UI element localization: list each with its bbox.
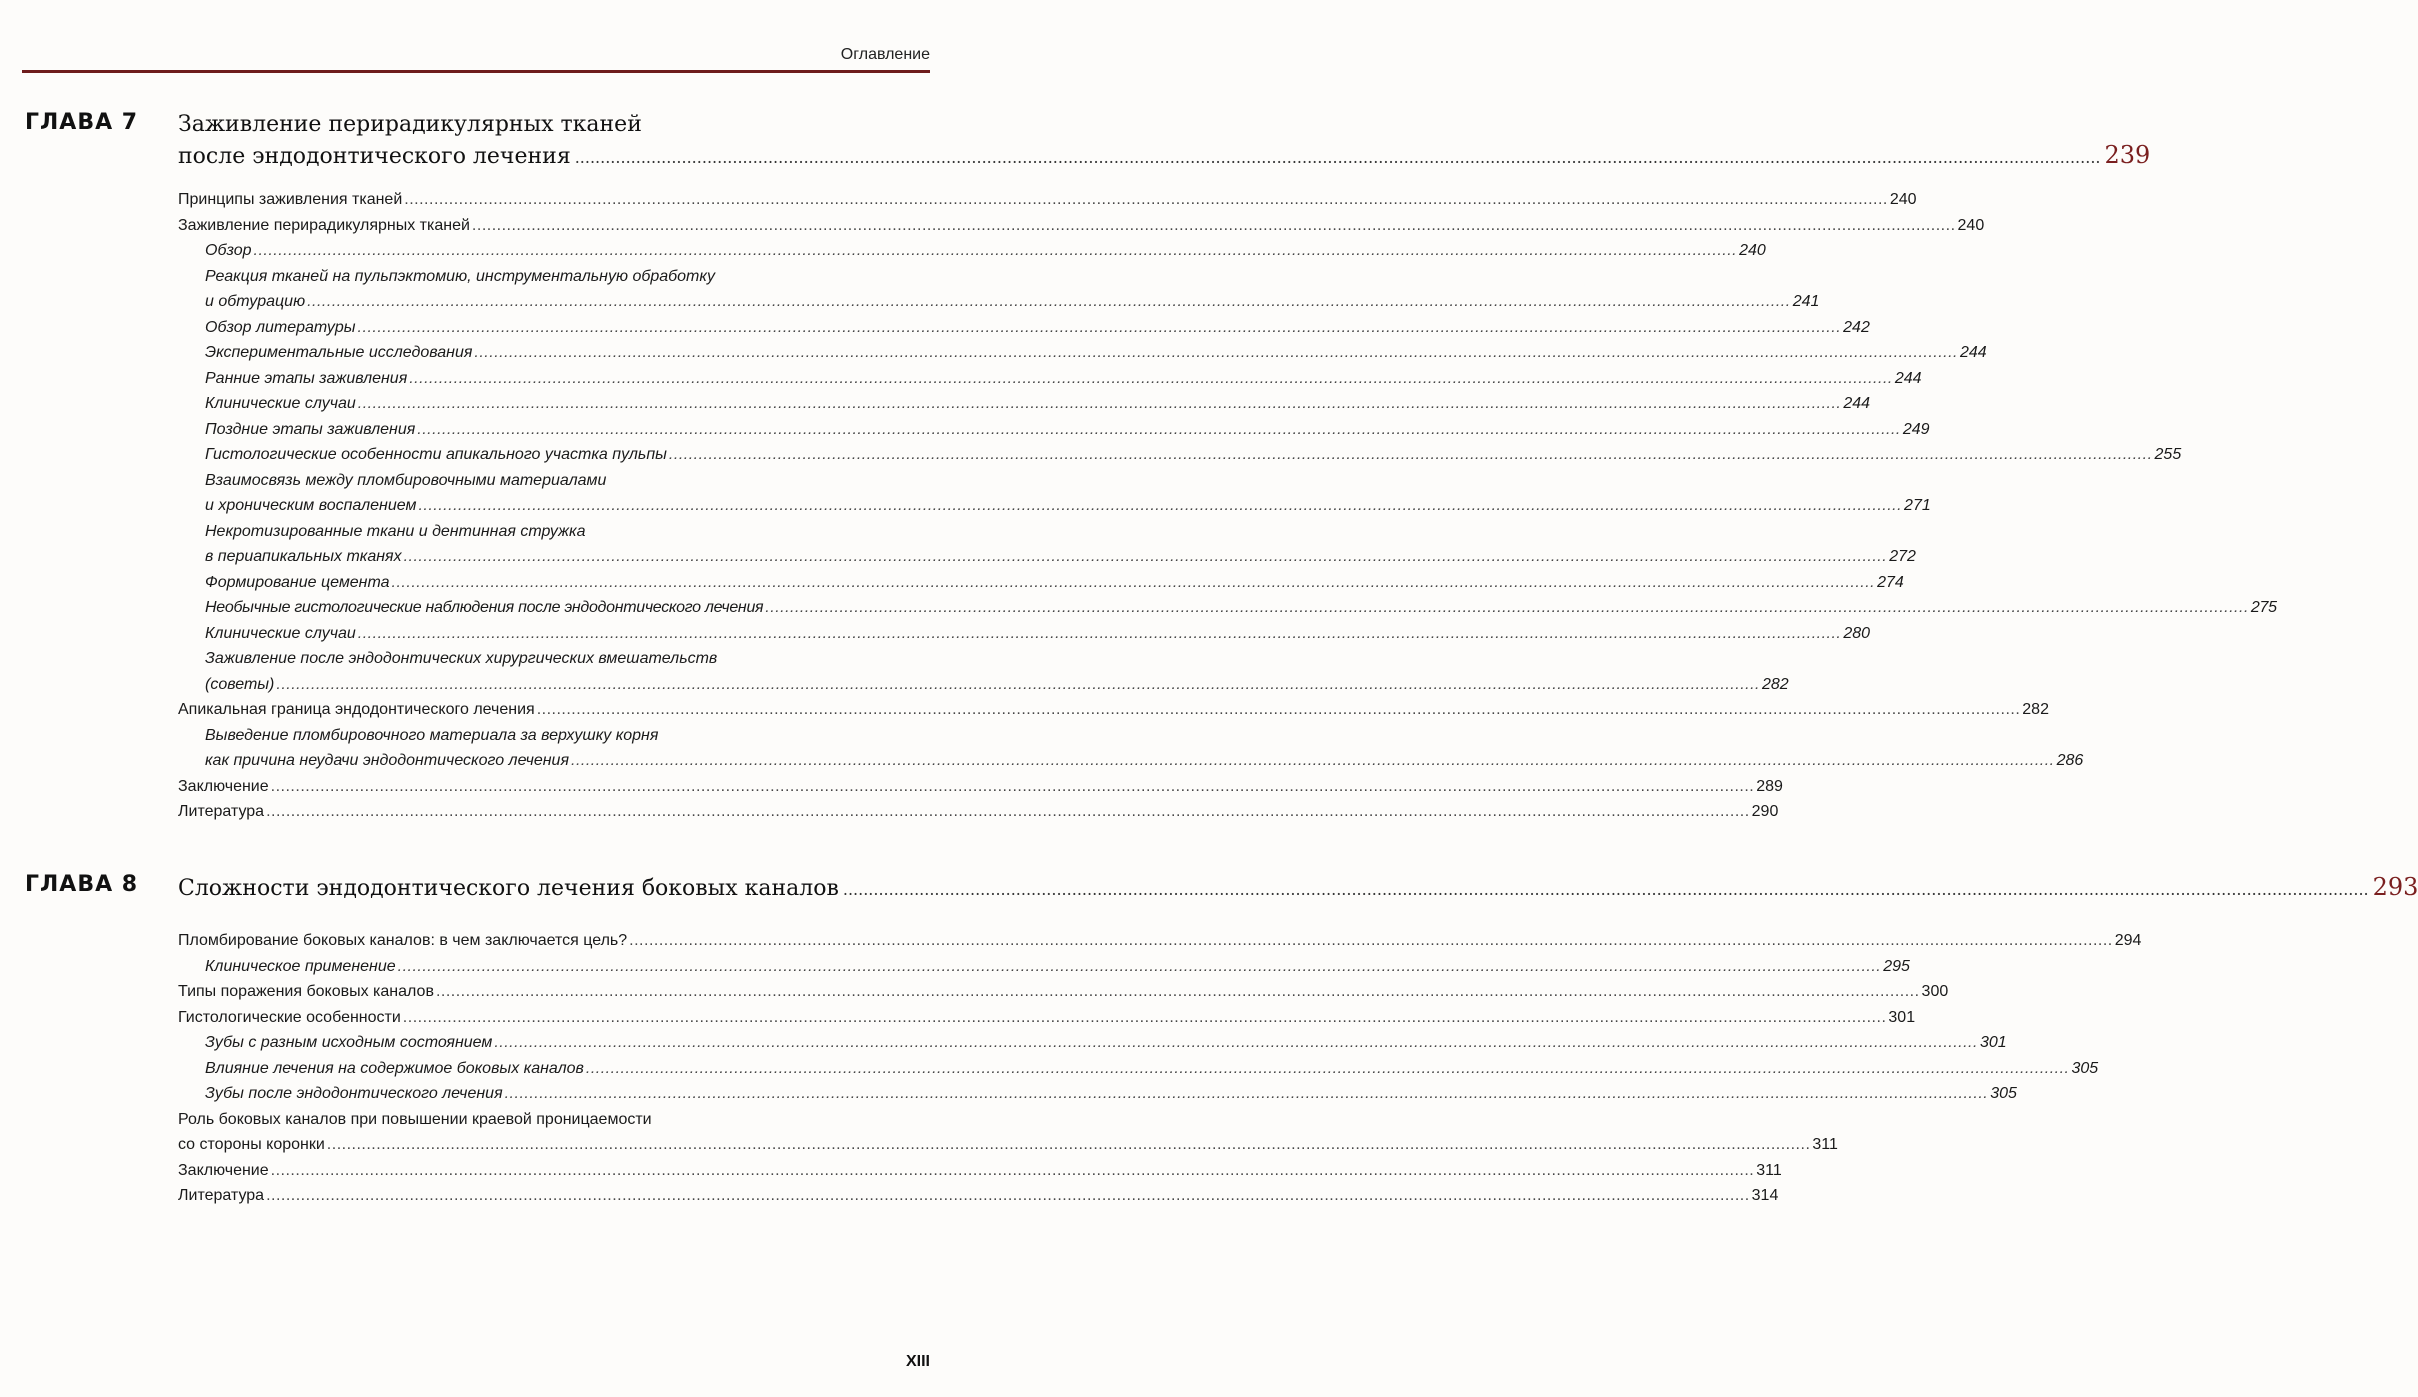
toc-subentry[interactable]: Выведение пломбировочного материала за верхушку корня — [205, 726, 659, 744]
chapter-page: 293 — [2372, 873, 2418, 901]
toc-subentry[interactable]: Зубы с разным исходным состоянием ............................................................................................................................................................................................................................................................................................................ 301 — [178, 1030, 930, 1056]
leader-dots: ............................................................................................................................................................................................................................................................................................................ — [629, 932, 2113, 949]
leader-dots: ............................................................................................................................................................................................................................................................................................................ — [404, 191, 1888, 208]
toc-entry[interactable]: Заживление перирадикулярных тканей ............................................................................................................................................................................................................................................................................................................ 240 — [178, 213, 930, 239]
toc-entry[interactable]: Заключение ............................................................................................................................................................................................................................................................................................................ 289 — [178, 774, 930, 800]
toc-entry[interactable]: Пломбирование боковых каналов: в чем заключается цель? ............................................................................................................................................................................................................................................................................................................ 294 — [178, 928, 930, 954]
toc-subentry[interactable]: (советы) ............................................................................................................................................................................................................................................................................................................ 282 — [178, 672, 930, 698]
leader-dots: ............................................................................................................................................................................................................................................................................................................ — [266, 1187, 1750, 1204]
leader-dots: ............................................................................................................................................................................................................................................................................................................ — [409, 369, 1893, 387]
toc-subentry[interactable]: Ранние этапы заживления ............................................................................................................................................................................................................................................................................................................ 244 — [178, 366, 930, 392]
leader-dots: ............................................................................................................................................................................................................................................................................................................ — [253, 242, 1738, 259]
leader-dots: ............................................................................................................................................................................................................................................................................................................ — [270, 1161, 1755, 1179]
chapter-title[interactable] — [178, 872, 2418, 905]
leader-dots: ............................................................................................................................................................................................................................................................................................................ — [494, 1034, 1978, 1051]
toc-entry[interactable]: Литература ............................................................................................................................................................................................................................................................................................................ 314 — [178, 1183, 930, 1209]
leader-dots: ............................................................................................................................................................................................................................................................................................................ — [417, 420, 1901, 438]
leader-dots: ............................................................................................................................................................................................................................................................................................................ — [357, 318, 1842, 336]
leader-dots: ............................................................................................................................................................................................................................................................................................................ — [403, 548, 1888, 565]
leader-dots: ............................................................................................................................................................................................................................................................................................................ — [504, 1085, 1989, 1102]
chapter-title-line: Заживление перирадикулярных тканей — [178, 112, 642, 137]
toc-subentry[interactable]: Некротизированные ткани и дентинная стружка — [205, 522, 586, 540]
leader-dots: ............................................................................................................................................................................................................................................................................................................ — [842, 880, 2369, 899]
toc-entry[interactable]: Заключение ............................................................................................................................................................................................................................................................................................................ 311 — [178, 1158, 930, 1184]
leader-dots: ............................................................................................................................................................................................................................................................................................................ — [326, 1136, 1811, 1153]
toc-subentry[interactable]: Поздние этапы заживления ............................................................................................................................................................................................................................................................................................................ 249 — [178, 417, 930, 443]
toc-subentry[interactable]: Клинические случаи ............................................................................................................................................................................................................................................................................................................ 280 — [178, 621, 930, 647]
leader-dots: ............................................................................................................................................................................................................................................................................................................ — [402, 1008, 1887, 1026]
leader-dots: ............................................................................................................................................................................................................................................................................................................ — [357, 624, 1842, 642]
leader-dots: ............................................................................................................................................................................................................................................................................................................ — [765, 599, 2249, 616]
chapter-title-line: после эндодонтического лечения — [178, 144, 571, 169]
leader-dots: ............................................................................................................................................................................................................................................................................................................ — [585, 1059, 2070, 1077]
toc-subentry[interactable]: Обзор ............................................................................................................................................................................................................................................................................................................ 240 — [178, 238, 930, 264]
leader-dots: ............................................................................................................................................................................................................................................................................................................ — [307, 293, 1791, 310]
toc-subentry[interactable]: Клинические случаи ............................................................................................................................................................................................................................................................................................................ 244 — [178, 391, 930, 417]
toc-subentry[interactable]: в периапикальных тканях ............................................................................................................................................................................................................................................................................................................ 272 — [178, 544, 930, 570]
leader-dots: ............................................................................................................................................................................................................................................................................................................ — [474, 344, 1958, 361]
page-number: XIII — [905, 1353, 930, 1370]
chapter-label: ГЛАВА 7 — [25, 110, 139, 135]
toc-entry[interactable]: Апикальная граница эндодонтического лечения ............................................................................................................................................................................................................................................................................................................ 282 — [178, 697, 930, 723]
toc-subentry[interactable]: Экспериментальные исследования ............................................................................................................................................................................................................................................................................................................ 244 — [178, 340, 930, 366]
leader-dots: ............................................................................................................................................................................................................................................................................................................ — [574, 148, 2101, 167]
toc-entry[interactable]: Типы поражения боковых каналов ............................................................................................................................................................................................................................................................................................................ 300 — [178, 979, 930, 1005]
toc-list-chapter-8 — [178, 928, 2142, 1209]
leader-dots: ............................................................................................................................................................................................................................................................................................................ — [391, 573, 1876, 591]
header-rule — [22, 70, 930, 73]
leader-dots: ............................................................................................................................................................................................................................................................................................................ — [471, 216, 1956, 234]
leader-dots: ............................................................................................................................................................................................................................................................................................................ — [357, 395, 1842, 412]
toc-subentry[interactable]: Формирование цемента ............................................................................................................................................................................................................................................................................................................ 274 — [178, 570, 930, 596]
chapter-title-line: Сложности эндодонтического лечения боковых каналов — [178, 876, 839, 901]
toc-subentry[interactable]: Взаимосвязь между пломбировочными материалами — [205, 471, 607, 489]
toc-list-chapter-7 — [178, 187, 2277, 825]
toc-subentry[interactable]: Необычные гистологические наблюдения после эндодонтического лечения ............................................................................................................................................................................................................................................................................................................ 275 — [178, 595, 930, 621]
toc-subentry[interactable]: и обтурацию ............................................................................................................................................................................................................................................................................................................ 241 — [178, 289, 930, 315]
toc-entry[interactable]: со стороны коронки ............................................................................................................................................................................................................................................................................................................ 311 — [178, 1132, 930, 1158]
toc-subentry[interactable]: как причина неудачи эндодонтического лечения ............................................................................................................................................................................................................................................................................................................ 286 — [178, 748, 930, 774]
running-title: Оглавление — [840, 46, 930, 63]
toc-entry[interactable]: Принципы заживления тканей ............................................................................................................................................................................................................................................................................................................ 240 — [178, 187, 930, 213]
leader-dots: ............................................................................................................................................................................................................................................................................................................ — [276, 675, 1760, 693]
toc-subentry[interactable]: Гистологические особенности апикального участка пульпы ............................................................................................................................................................................................................................................................................................................ 255 — [178, 442, 930, 468]
toc-subentry[interactable]: и хроническим воспалением ............................................................................................................................................................................................................................................................................................................ 271 — [178, 493, 930, 519]
leader-dots: ............................................................................................................................................................................................................................................................................................................ — [397, 957, 1882, 975]
toc-entry[interactable]: Литература ............................................................................................................................................................................................................................................................................................................ 290 — [178, 799, 930, 825]
leader-dots: ............................................................................................................................................................................................................................................................................................................ — [270, 777, 1755, 795]
leader-dots: ............................................................................................................................................................................................................................................................................................................ — [266, 803, 1750, 820]
leader-dots: ............................................................................................................................................................................................................................................................................................................ — [571, 752, 2055, 769]
chapter-label: ГЛАВА 8 — [25, 872, 139, 897]
leader-dots: ............................................................................................................................................................................................................................................................................................................ — [418, 497, 1903, 514]
leader-dots: ............................................................................................................................................................................................................................................................................................................ — [668, 446, 2153, 463]
toc-subentry[interactable]: Обзор литературы ............................................................................................................................................................................................................................................................................................................ 242 — [178, 315, 930, 341]
toc-entry[interactable]: Роль боковых каналов при повышении краевой проницаемости — [178, 1110, 652, 1128]
toc-subentry[interactable]: Заживление после эндодонтических хирургических вмешательств — [205, 650, 718, 667]
toc-entry[interactable]: Гистологические особенности ............................................................................................................................................................................................................................................................................................................ 301 — [178, 1005, 930, 1031]
leader-dots: ............................................................................................................................................................................................................................................................................................................ — [536, 701, 2021, 718]
toc-subentry[interactable]: Влияние лечения на содержимое боковых каналов ............................................................................................................................................................................................................................................................................................................ 305 — [178, 1056, 930, 1082]
toc-subentry[interactable]: Клиническое применение ............................................................................................................................................................................................................................................................................................................ 295 — [178, 954, 930, 980]
chapter-title[interactable] — [178, 110, 2151, 173]
toc-subentry[interactable]: Зубы после эндодонтического лечения ............................................................................................................................................................................................................................................................................................................ 305 — [178, 1081, 930, 1107]
toc-subentry[interactable]: Реакция тканей на пульпэктомию, инструментальную обработку — [205, 267, 715, 285]
leader-dots: ............................................................................................................................................................................................................................................................................................................ — [435, 983, 1920, 1000]
chapter-page: 239 — [2104, 141, 2151, 169]
